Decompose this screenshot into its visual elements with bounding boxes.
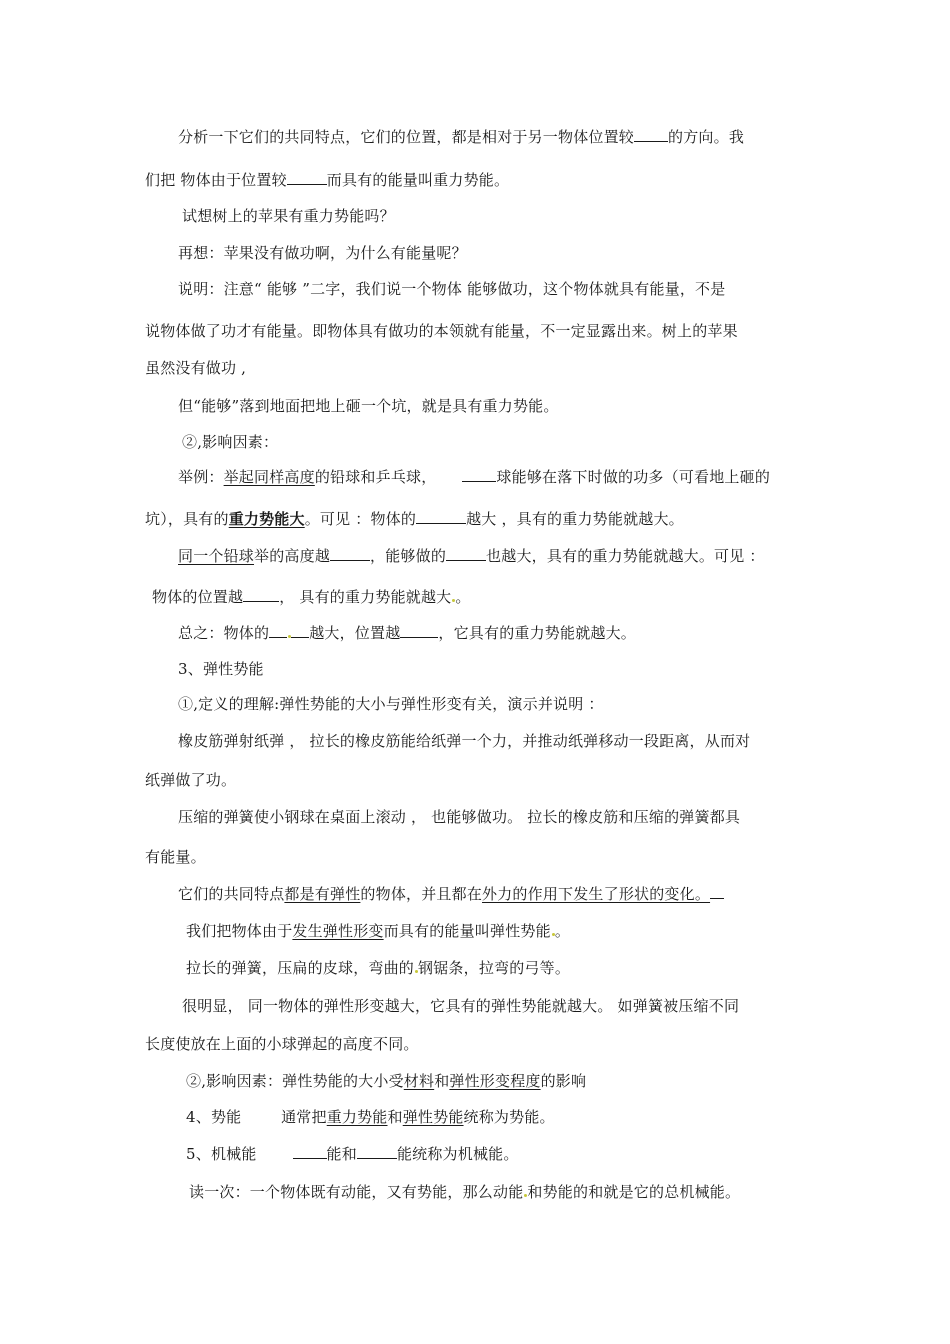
fill-blank: [634, 127, 668, 142]
paragraph-line: [178, 623, 636, 643]
paragraph-line: 但“能够”落到地面把地上砸一个坑，就是具有重力势能。: [178, 397, 559, 415]
text: 我们把物体由于: [186, 922, 293, 940]
fill-blank: [330, 546, 370, 561]
paragraph-line: [186, 921, 570, 941]
text: 的方向。我: [668, 128, 745, 146]
text: 拉长的弹簧，压扁的皮球，弯曲的: [186, 959, 415, 977]
underlined-text: 外力的作用下发生了形状的变化。: [482, 885, 711, 903]
paragraph-line: [145, 170, 509, 190]
paragraph-line: [145, 509, 684, 529]
paragraph-line: [186, 1144, 519, 1164]
text: 总之：物体的: [178, 624, 270, 642]
paragraph-line: 虽然没有做功 ,: [145, 359, 247, 377]
text: 分析一下它们的共同特点，它们的位置，都是相对于另一物体位置较: [178, 128, 635, 146]
text: 的物体，并且都在: [360, 885, 483, 903]
text: 的影响: [540, 1072, 587, 1090]
text: 读一次：一个物体既有动能，又有势能，那么动能: [189, 1183, 524, 1201]
paragraph-line: [186, 1071, 586, 1091]
text: 4、势能 通常把: [186, 1108, 327, 1126]
text: 。: [554, 922, 571, 940]
text: 它们的共同特点: [178, 885, 285, 903]
text: 而具有的能量叫重力势能。: [326, 171, 510, 189]
paragraph-line: 说物体做了功才有能量。即物体具有做功的本领就有能量，不一定显露出来。树上的苹果: [145, 322, 738, 340]
fill-blank: [400, 623, 438, 638]
underlined-text: 都是有弹性: [284, 885, 361, 903]
paragraph-line: [178, 884, 724, 904]
fill-blank: [291, 623, 309, 638]
fill-blank: [287, 170, 327, 185]
text: 和: [387, 1108, 403, 1126]
section-heading: 3、弹性势能: [178, 660, 264, 678]
text: 能统称为机械能。: [396, 1145, 519, 1163]
text: 。可见 ：物体的: [304, 510, 417, 528]
underlined-bold-text: 重力势能大: [228, 510, 305, 528]
underlined-text: 弹性势能: [402, 1108, 464, 1126]
paragraph-line: [189, 1182, 740, 1202]
fill-blank: [269, 623, 287, 638]
text: 能和: [326, 1145, 357, 1163]
text: 和: [434, 1072, 450, 1090]
paragraph-line: 压缩的弹簧使小钢球在桌面上滚动 ， 也能够做功。 拉长的橡皮筋和压缩的弹簧都具: [178, 808, 741, 826]
text: ②,影响因素：弹性势能的大小受: [186, 1072, 404, 1090]
text: 5、机械能: [186, 1145, 257, 1163]
fill-blank: [446, 546, 486, 561]
text: 。: [455, 588, 471, 606]
underlined-text: 弹性形变程度: [449, 1072, 541, 1090]
fill-blank: [462, 467, 496, 482]
text: ， 具有的重力势能就越大: [279, 588, 452, 606]
paragraph-line: 试想树上的苹果有重力势能吗？: [182, 207, 395, 225]
paragraph-line: 纸弹做了功。: [145, 771, 237, 789]
fill-blank: [293, 1144, 327, 1159]
paragraph-line: 很明显， 同一物体的弹性形变越大，它具有的弹性势能就越大。 如弹簧被压缩不同: [182, 997, 740, 1015]
paragraph-line: ①,定义的理解:弹性势能的大小与弹性形变有关，演示并说明 ：: [178, 695, 604, 713]
text: 球能够在落下时做的功多（可看地上砸的: [496, 468, 771, 486]
underlined-text: 同一个铅球: [178, 547, 255, 565]
text: 和势能的和就是它的总机械能。: [527, 1183, 741, 1201]
paragraph-line: 再想：苹果没有做功啊，为什么有能量呢？: [178, 244, 467, 262]
text: 物体的位置越: [152, 588, 244, 606]
text: 举的高度越: [254, 547, 331, 565]
text: 而具有的能量叫弹性势能: [383, 922, 551, 940]
text: 的铅球和乒乓球，: [314, 468, 437, 486]
underlined-text: 重力势能: [326, 1108, 388, 1126]
text: ，能够做的: [370, 547, 447, 565]
underlined-text: 发生弹性形变: [292, 922, 384, 940]
underlined-text: 举起同样高度: [223, 468, 315, 486]
fill-blank: [416, 509, 466, 524]
paragraph-line: [178, 546, 765, 566]
text: 也越大，具有的重力势能就越大。可见 ：: [486, 547, 765, 565]
fill-blank: [710, 884, 724, 899]
text: 们把 物体由于位置较: [145, 171, 287, 189]
text: 举例：: [178, 468, 224, 486]
paragraph-line: [152, 587, 471, 607]
text: 统称为势能。: [463, 1108, 555, 1126]
paragraph-line: [186, 958, 570, 978]
fill-blank: [357, 1144, 397, 1159]
paragraph-line: 有能量。: [145, 848, 206, 866]
paragraph-line: [178, 467, 770, 487]
text: 钢锯条，拉弯的弓等。: [418, 959, 571, 977]
paragraph-line: 说明：注意“ 能够 ”二字，我们说一个物体 能够做功，这个物体就具有能量，不是: [178, 280, 726, 298]
paragraph-line: [186, 1107, 555, 1127]
underlined-text: 材料: [403, 1072, 435, 1090]
paragraph-line: 橡皮筋弹射纸弹 ， 拉长的橡皮筋能给纸弹一个力，并推动纸弹移动一段距离，从而对: [178, 732, 751, 750]
text: 越大 ，具有的重力势能就越大。: [466, 510, 684, 528]
paragraph-line: 长度使放在上面的小球弹起的高度不同。: [145, 1035, 419, 1053]
section-heading: ②,影响因素：: [182, 433, 279, 451]
text: 越大，位置越: [309, 624, 401, 642]
fill-blank: [243, 587, 279, 602]
text: 坑），具有的: [145, 510, 229, 528]
text: ，它具有的重力势能就越大。: [438, 624, 637, 642]
paragraph-line: [178, 127, 744, 147]
